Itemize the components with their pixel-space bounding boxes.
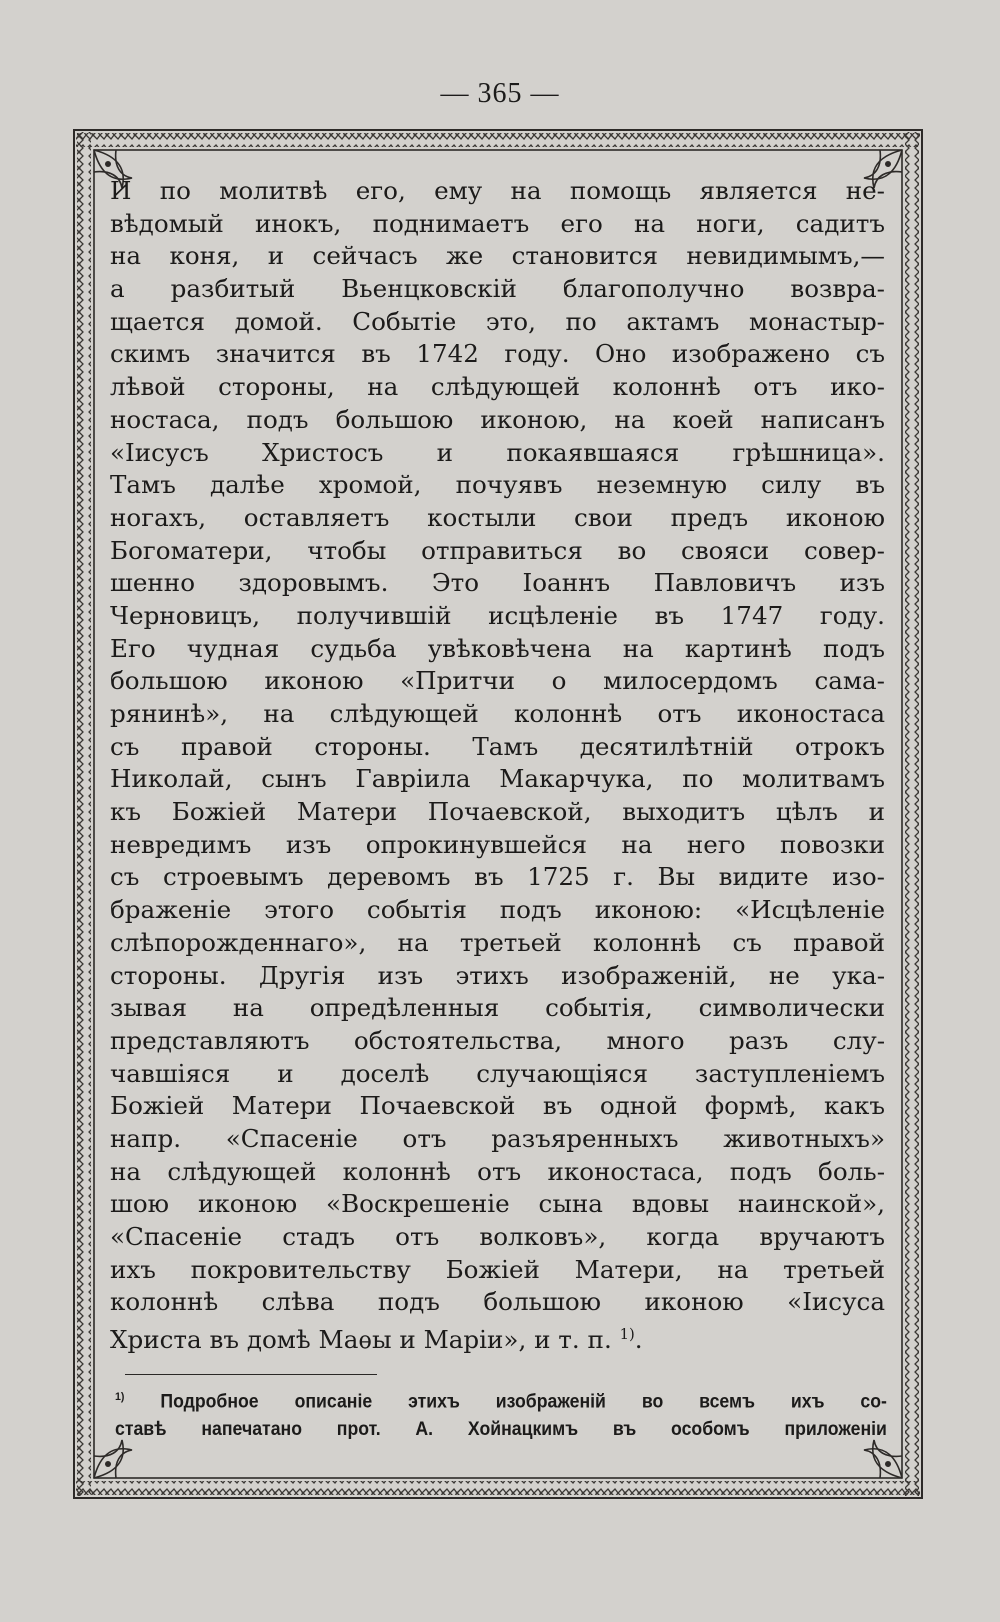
text-line: «Іисусъ Христосъ и покаявшаяся грѣшница». (110, 437, 885, 467)
text-line: «Спасеніе стадъ отъ волковъ», когда вручаютъ (110, 1222, 885, 1251)
text-line: Богоматери, чтобы отправиться во свояси совер- (110, 535, 885, 565)
text-line: Николай, сынъ Гавріила Макарчука, по молитвамъ (110, 764, 885, 794)
footnote-line (115, 1383, 887, 1416)
text-line: къ Божіей Матери Почаевской, выходитъ цѣлъ и (110, 797, 885, 827)
footnote-reference[interactable]: 1) (619, 1326, 635, 1344)
text-line: невредимъ изъ опрокинувшейся на него повозки (110, 829, 885, 859)
text-line: съ строевымъ деревомъ въ 1725 г. Вы видите изо- (110, 862, 885, 892)
text-line: чавшіяся и доселѣ случающіяся заступленіемъ (110, 1058, 885, 1088)
text-line: зывая на опредѣленныя событія, символически (110, 993, 885, 1023)
text-line: Его чудная судьба увѣковѣчена на картинѣ подъ (110, 633, 885, 663)
text-line: скимъ значится въ 1742 году. Оно изображено съ (110, 339, 885, 369)
text-line: на коня, и сейчасъ же становится невидимымъ,— (110, 241, 885, 271)
footnote-line: ставѣ напечатано прот. А. Хойнацкимъ въ особомъ приложеніи (115, 1419, 887, 1441)
text-line: колоннѣ слѣва подъ большою иконою «Іисуса (110, 1287, 885, 1317)
text-line: И по молитвѣ его, ему на помощь является не- (110, 176, 885, 205)
text-line: ногахъ, оставляетъ костыли свои предъ иконою (110, 502, 885, 532)
text-line: большою иконою «Притчи о милосердомъ сама- (110, 666, 885, 696)
text-line: на слѣдующей колоннѣ отъ иконостаса, подъ боль- (110, 1156, 885, 1186)
footnote (115, 1383, 887, 1444)
text-line: шою иконою «Воскрешеніе сына вдовы наинской», (110, 1189, 885, 1219)
text-line: а разбитый Вьенцковскій благополучно возвра- (110, 274, 885, 304)
text-line: Черновицъ, получившій исцѣленіе въ 1747 году. (110, 600, 885, 630)
text-line: Христа въ домѣ Маѳы и Маріи», и т. п. (110, 1325, 612, 1355)
text-line: напр. «Спасеніе отъ разъяренныхъ животныхъ» (110, 1123, 885, 1153)
text-line: стороны. Другія изъ этихъ изображеній, не ука- (110, 960, 885, 990)
text-line: съ правой стороны. Тамъ десятилѣтній отрокъ (110, 731, 885, 761)
footnote-marker: 1) (115, 1391, 125, 1403)
footnote-divider (125, 1374, 377, 1375)
page-number: — 365 — (440, 78, 560, 109)
text-line: ихъ покровительству Божіей Матери, на третьей (110, 1254, 885, 1284)
text-line: слѣпорожденнаго», на третьей колоннѣ съ правой (110, 927, 885, 957)
text-line: ностаса, подъ большою иконою, на коей написанъ (110, 404, 885, 434)
text-line-last: Христа въ домѣ Маѳы и Маріи», и т. п. $^{1)}$. (110, 1325, 643, 1355)
text-line: рянинѣ», на слѣдующей колоннѣ отъ иконостаса (110, 699, 885, 728)
text-line: Тамъ далѣе хромой, почуявъ неземную силу въ (110, 470, 885, 500)
text-line: Божіей Матери Почаевской въ одной формѣ, какъ (110, 1091, 885, 1121)
text-line: вѣдомый инокъ, поднимаетъ его на ноги, садитъ (110, 208, 885, 238)
body-text (110, 175, 885, 1355)
text-line: лѣвой стороны, на слѣдующей колоннѣ отъ ико- (110, 372, 885, 402)
text-line: шенно здоровымъ. Это Іоаннъ Павловичъ изъ (110, 568, 885, 598)
footnote-text: Подробное описаніе этихъ изображеній во всемъ ихъ со- (160, 1391, 887, 1413)
text-line: браженіе этого событія подъ иконою: «Исцѣленіе (110, 895, 885, 925)
text-line: щается домой. Событіе это, по актамъ монастыр- (110, 306, 885, 336)
text-line: представляютъ обстоятельства, много разъ слу- (110, 1025, 885, 1055)
